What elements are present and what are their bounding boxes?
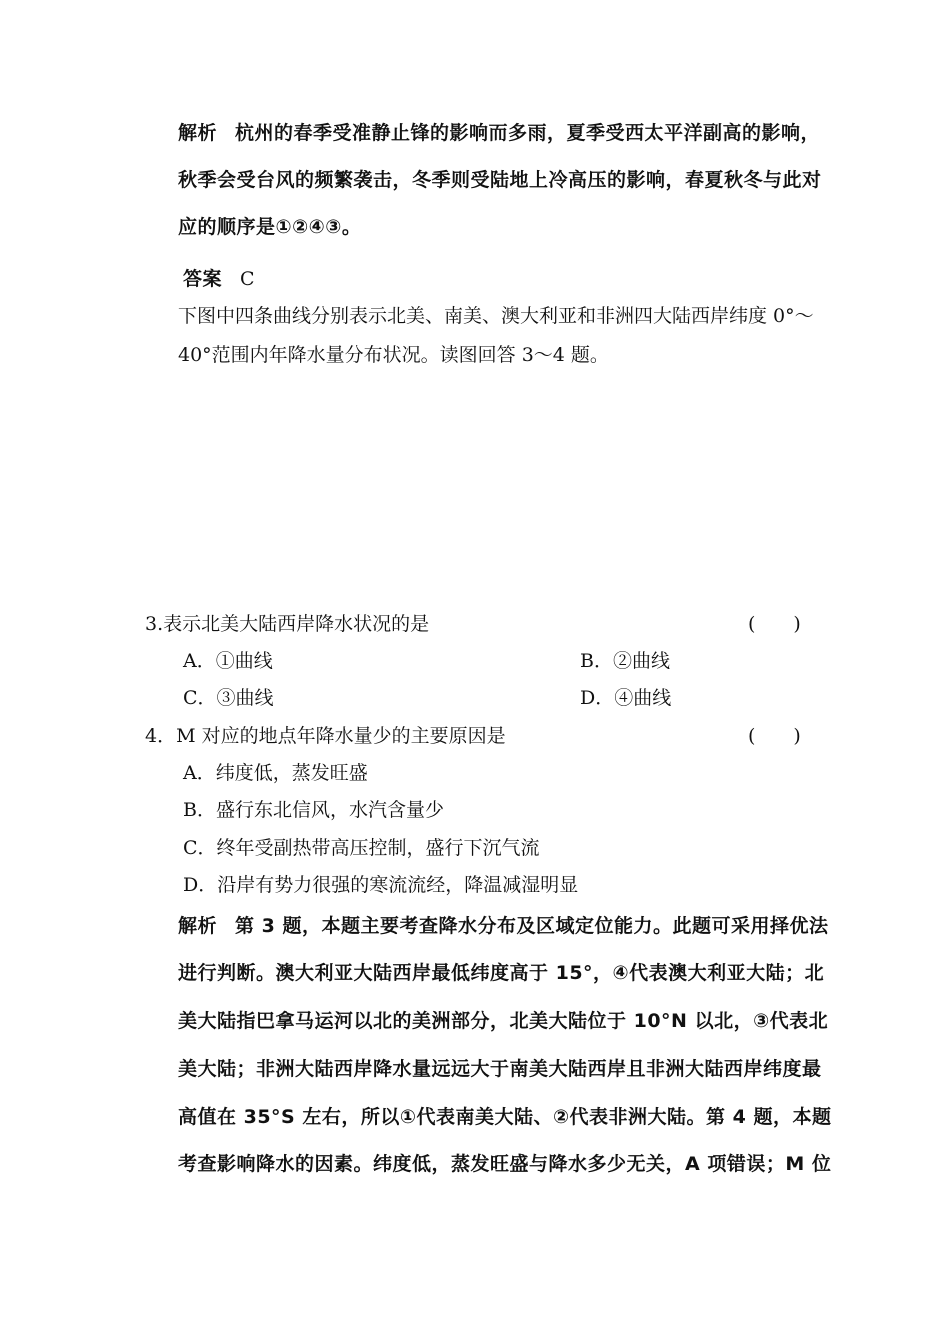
q4-option-a: A．纬度低，蒸发旺盛 (183, 762, 368, 784)
analysis-line: 美大陆指巴拿马运河以北的美洲部分，北美大陆位于 10°N 以北，③代表北 (178, 1010, 829, 1032)
analysis-label: 解析 (178, 915, 218, 937)
q4-option-c: C．终年受副热带高压控制，盛行下沉气流 (183, 837, 540, 859)
analysis-line: 考查影响降水的因素。纬度低，蒸发旺盛与降水多少无关，A 项错误；M 位 (178, 1153, 832, 1175)
q3-option-a: A．①曲线 (183, 650, 273, 672)
analysis-line: 美大陆；非洲大陆西岸降水量远远大于南美大陆西岸且非洲大陆西岸纬度最 (178, 1058, 822, 1080)
question-4-paren: ( ) (748, 725, 801, 747)
analysis-line: 解析 杭州的春季受准静止锋的影响而多雨，夏季受西太平洋副高的影响， (178, 122, 821, 144)
question-3-stem: 3.表示北美大陆西岸降水状况的是 (145, 613, 430, 635)
intro-line: 40°范围内年降水量分布状况。读图回答 3～4 题。 (178, 344, 609, 366)
q3-option-b: B．②曲线 (580, 650, 670, 672)
analysis-line: 进行判断。澳大利亚大陆西岸最低纬度高于 15°，④代表澳大利亚大陆；北 (178, 962, 825, 984)
figure-area (178, 385, 798, 575)
analysis-line: 秋季会受台风的频繁袭击，冬季则受陆地上冷高压的影响，春夏秋冬与此对 (178, 169, 822, 191)
question-4-stem: 4．M 对应的地点年降水量少的主要原因是 (145, 725, 506, 747)
analysis-line: 高值在 35°S 左右，所以①代表南美大陆、②代表非洲大陆。第 4 题，本题 (178, 1106, 832, 1128)
q4-option-d: D．沿岸有势力很强的寒流流经，降温减湿明显 (183, 874, 579, 896)
intro-line: 下图中四条曲线分别表示北美、南美、澳大利亚和非洲四大陆西岸纬度 0°～ (178, 305, 814, 327)
question-3-paren: ( ) (748, 613, 801, 635)
answer-label: 答案 (183, 268, 223, 290)
answer-line (183, 264, 255, 291)
q3-option-d: D．④曲线 (580, 687, 672, 709)
analysis-line: 解析 第 3 题，本题主要考查降水分布及区域定位能力。此题可采用择优法 (178, 915, 829, 937)
analysis-label: 解析 (178, 122, 218, 144)
q4-option-b: B．盛行东北信风，水汽含量少 (183, 799, 444, 821)
q3-option-c: C．③曲线 (183, 687, 274, 709)
answer-value: C (240, 268, 255, 290)
analysis-line: 应的顺序是①②④③。 (178, 216, 362, 238)
